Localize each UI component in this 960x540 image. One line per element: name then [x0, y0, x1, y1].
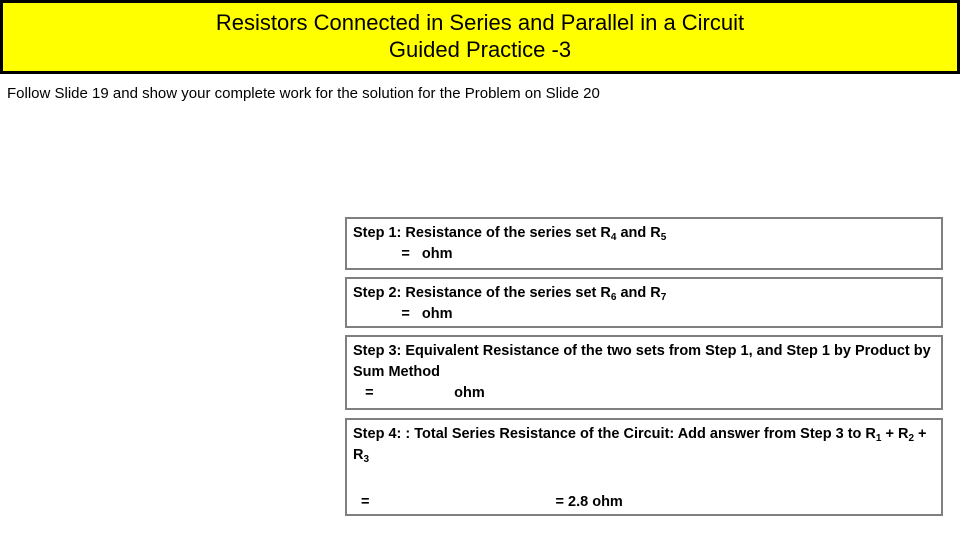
title-line-1: Resistors Connected in Series and Parallel in a Circuit — [215, 10, 745, 35]
step-3-box — [345, 335, 943, 410]
instruction-text: Follow Slide 19 and show your complete work for the solution for the Problem on Slide 20 — [7, 85, 600, 102]
step-3-result: = ohm — [353, 385, 485, 401]
step-4-result-left: = — [353, 494, 370, 510]
step-1-result: = ohm — [353, 246, 453, 262]
step-4-result-right: = 2.8 ohm — [555, 494, 623, 510]
step-2-result: = ohm — [353, 306, 453, 322]
step-4-box — [345, 418, 943, 516]
title-line-2: Guided Practice -3 — [388, 37, 572, 62]
step-1-box — [345, 217, 943, 270]
step-3-text: Step 3: Equivalent Resistance of the two sets from Step 1, and Step 1 by Product by Sum Method — [353, 343, 931, 380]
step-4-result — [353, 492, 623, 513]
step-2-text: Step 2: Resistance of the series set $R_6$ and $R_7$ — [353, 285, 667, 303]
step-1-text: Step 1: Resistance of the series set $R_4$ and $R_5$ — [353, 225, 667, 243]
step-2-box — [345, 277, 943, 328]
step-4-text: Step 4: : Total Series Resistance of the Circuit: Add answer from Step 3 to $R_1 + R_2 + R_3$ — [353, 426, 927, 465]
title-banner — [0, 0, 960, 74]
